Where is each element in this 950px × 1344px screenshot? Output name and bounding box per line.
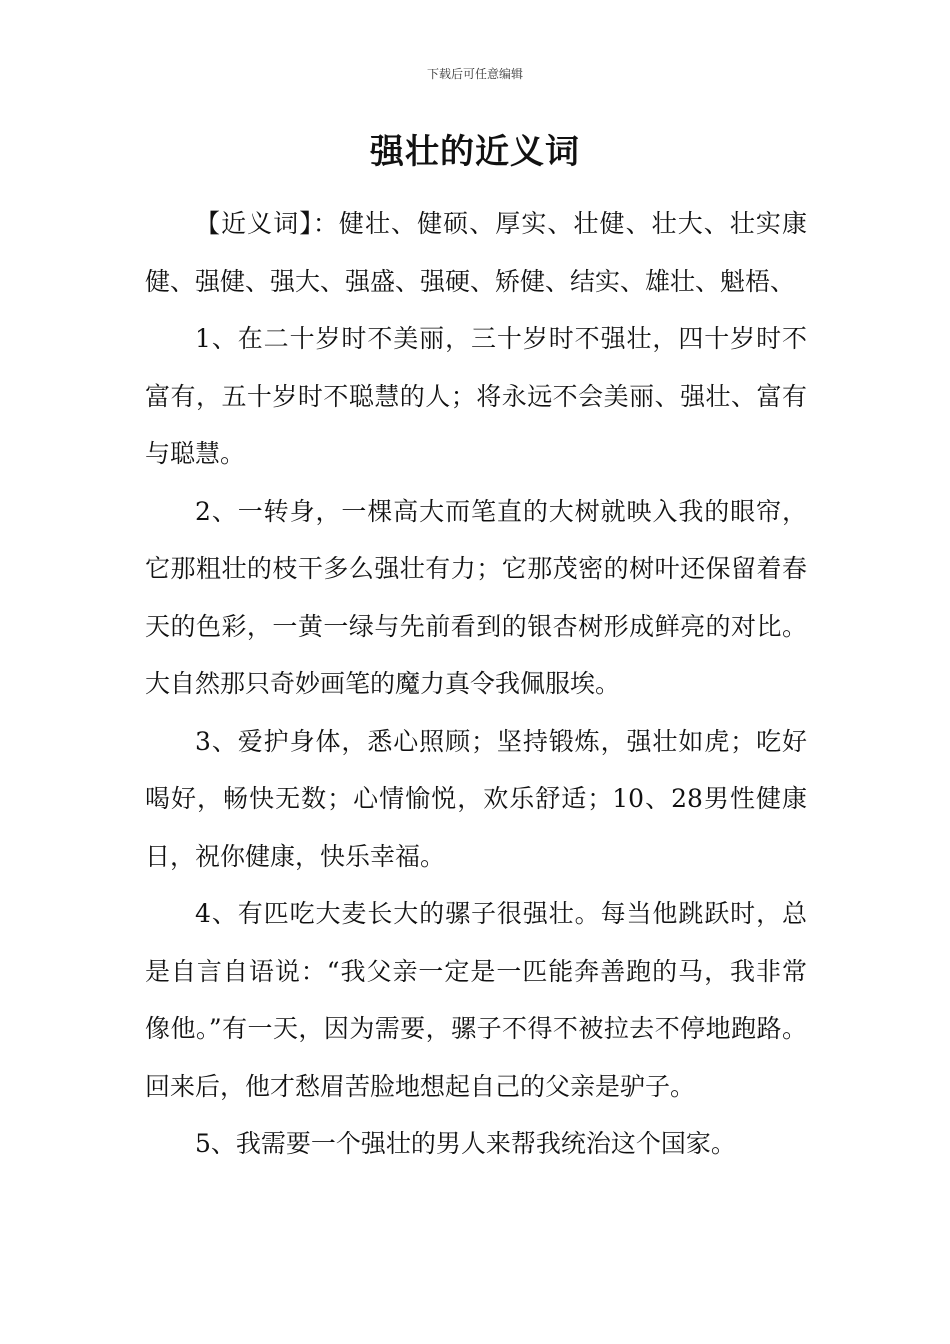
paragraph-example-4: 4、有匹吃大麦长大的骡子很强壮。每当他跳跃时，总是自言自语说：“我父亲一定是一匹能奔善跑的马，我非常像他。”有一天，因为需要，骡子不得不被拉去不停地跑路。回来后，他才愁眉苦脸地想起自己的父亲是驴子。 xyxy=(145,899,807,1101)
paragraph-example-2: 2、一转身，一棵高大而笔直的大树就映入我的眼帘，它那粗壮的枝干多么强壮有力；它那茂密的树叶还保留着春天的色彩，一黄一绿与先前看到的银杏树形成鲜亮的对比。大自然那只奇妙画笔的魔力真令我佩服埃。 xyxy=(145,496,807,698)
paragraph-example-5: 5、我需要一个强壮的男人来帮我统治这个国家。 xyxy=(195,1129,736,1158)
paragraph-synonyms: 【近义词】：健壮、健硕、厚实、壮健、壮大、壮实康健、强健、强大、强盛、强硬、矫健、结实、雄壮、魁梧、 xyxy=(145,209,807,296)
page-title: 强壮的近义词 xyxy=(370,132,580,172)
header-note: 下载后可任意编辑 xyxy=(426,67,523,81)
paragraph-example-1: 1、在二十岁时不美丽，三十岁时不强壮，四十岁时不富有，五十岁时不聪慧的人；将永远不会美丽、强壮、富有与聪慧。 xyxy=(145,324,807,468)
paragraph-example-3: 3、爱护身体，悉心照顾；坚持锻炼，强壮如虎；吃好喝好，畅快无数；心情愉悦，欢乐舒适；10、28男性健康日，祝你健康，快乐幸福。 xyxy=(145,726,807,871)
document-body xyxy=(145,195,807,1173)
